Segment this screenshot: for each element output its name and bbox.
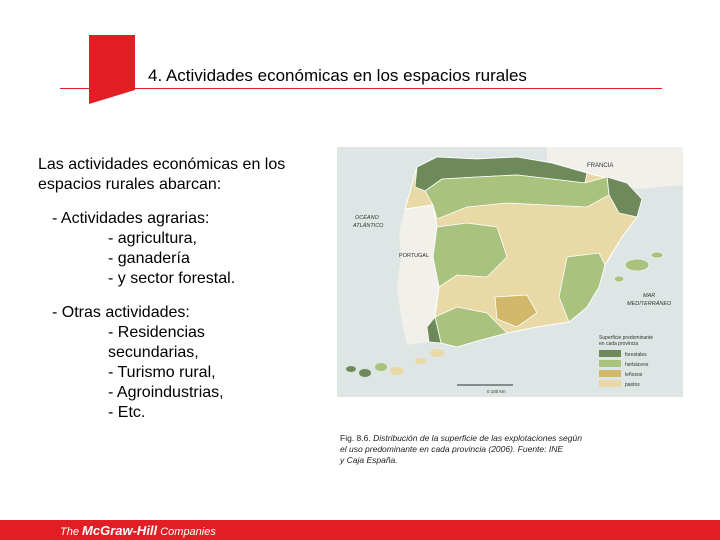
group-otras	[52, 303, 328, 423]
legend-swatch-forestales	[599, 350, 621, 357]
logo-companies: Companies	[160, 526, 216, 538]
intro-line-2: espacios rurales abarcan:	[38, 176, 222, 193]
map-label-portugal: PORTUGAL	[399, 253, 430, 259]
map-label-atlantico: ATLÁNTICO	[353, 223, 384, 229]
body-text	[38, 155, 328, 423]
map-island-ibiza	[614, 276, 624, 282]
group-title: - Actividades agrarias:	[52, 210, 210, 227]
intro-text	[38, 155, 328, 195]
title-accent-block	[89, 35, 135, 90]
list-item: - Agroindustrias,	[108, 384, 224, 401]
map-label-francia: FRANCIA	[587, 163, 614, 169]
slide-title: 4. Actividades económicas en los espacios rurales	[148, 66, 527, 85]
intro-line-1: Las actividades económicas en los	[38, 156, 286, 173]
footer-bar	[0, 520, 720, 540]
title-divider	[60, 88, 662, 89]
legend-label-pastos: pastos	[625, 382, 640, 388]
list-item: - ganadería	[108, 250, 190, 267]
group-title: - Otras actividades:	[52, 304, 190, 321]
mcgraw-hill-logo	[60, 523, 216, 538]
map-label-mediterraneo: MEDITERRÁNEO	[627, 301, 672, 307]
logo-name: McGraw-Hill	[82, 523, 158, 538]
list-item: - Residencias	[108, 324, 205, 341]
spain-land-use-map	[337, 147, 683, 397]
legend-swatch-pastos	[599, 380, 621, 387]
list-item: - agricultura,	[108, 230, 197, 247]
list-item: secundarias,	[108, 344, 199, 361]
list-item: - Etc.	[108, 404, 146, 421]
map-label-mar: MAR	[643, 293, 656, 299]
caption-fig-number: Fig. 8.6.	[340, 433, 371, 443]
caption-line-3: y Caja España.	[340, 455, 398, 465]
list-item: - Turismo rural,	[108, 364, 216, 381]
map-island-mallorca	[625, 259, 649, 271]
legend-label-forestales: forestales	[625, 352, 647, 358]
legend-title-2: en cada provincia	[599, 341, 639, 347]
legend-swatch-herbaceos	[599, 360, 621, 367]
legend-label-lenosos: leñosos	[625, 372, 643, 378]
figure-caption	[340, 433, 640, 466]
map-label-oceano: OCÉANO	[355, 215, 379, 221]
list-item: - y sector forestal.	[108, 270, 236, 287]
legend-swatch-lenosos	[599, 370, 621, 377]
map-island-menorca	[651, 252, 663, 258]
legend-label-herbaceos: herbáceos	[625, 362, 649, 368]
map-scale-label: 0 100 km	[487, 389, 506, 394]
caption-line-2: el uso predominante en cada provincia (2006). Fuente: INE	[340, 444, 564, 454]
legend-title-1: Superficie predominante	[599, 335, 654, 341]
caption-line-1: Distribución de la superficie de las explotaciones según	[373, 433, 582, 443]
logo-the: The	[60, 526, 79, 538]
group-agrarias	[52, 209, 328, 289]
